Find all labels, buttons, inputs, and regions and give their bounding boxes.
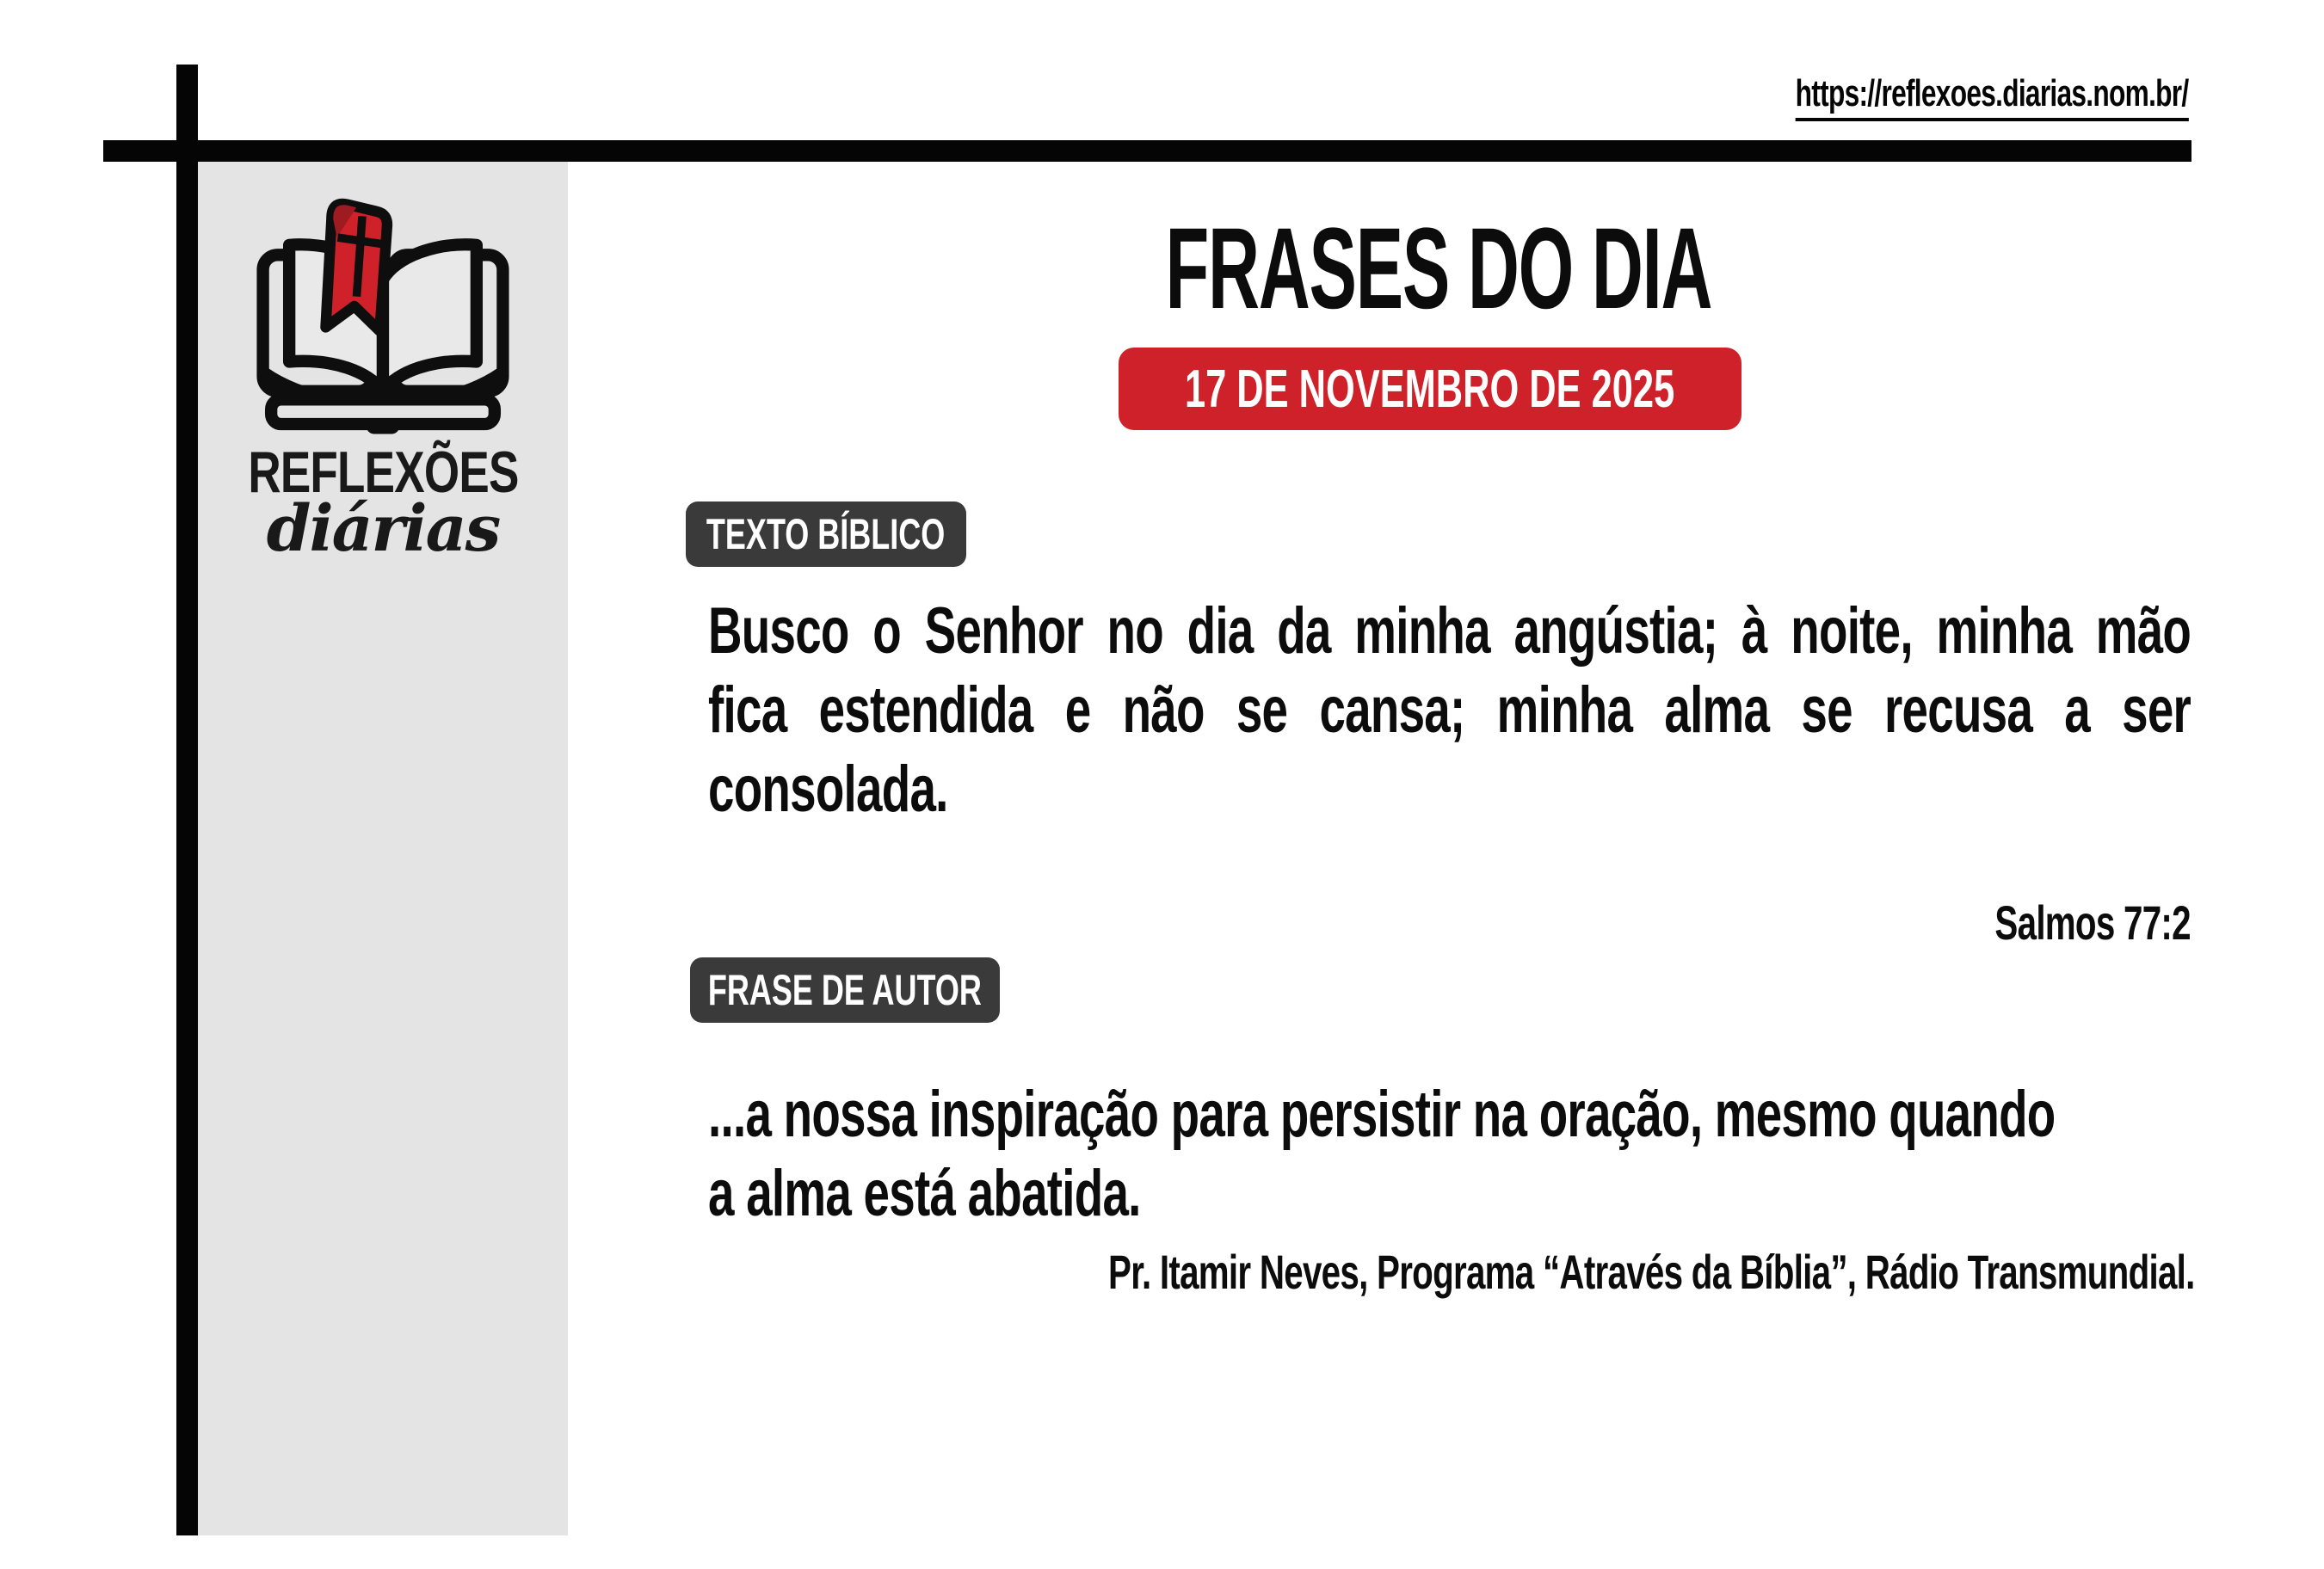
red-bookmark-with-cross (324, 203, 388, 331)
bible-text-line: fica estendida e não se cansa; minha alma se recusa a ser (708, 674, 2191, 747)
bible-reference: Salmos 77:2 (1994, 895, 2191, 950)
site-url-link[interactable]: https://reflexoes.diarias.nom.br/ (1795, 72, 2188, 121)
open-book-with-red-bookmark-icon (241, 188, 525, 442)
author-attribution-row (686, 1244, 2195, 1300)
bible-reference-row (686, 895, 2191, 951)
author-section-badge (690, 957, 1000, 1023)
bible-text-block (708, 592, 2191, 829)
site-url-row (1643, 72, 2189, 121)
page-title-row (686, 203, 2191, 335)
page-title: FRASES DO DIA (1165, 205, 1711, 333)
horizontal-divider-line (103, 140, 2191, 162)
author-section-badge-label: FRASE DE AUTOR (707, 966, 983, 1014)
bible-text-line: Busco o Senhor no dia da minha angústia; à noite, minha mão (708, 594, 2191, 668)
vertical-divider-line (176, 65, 198, 1535)
date-badge-label: 17 DE NOVEMBRO DE 2025 (1185, 359, 1675, 419)
logo-sidebar (198, 162, 568, 1535)
date-badge (1119, 348, 1741, 430)
logo-wordmark-text: REFLEXÕES (247, 440, 519, 505)
bible-section-badge (686, 501, 966, 567)
logo-script-text: diárias (266, 492, 500, 566)
bible-section-badge-label: TEXTO BÍBLICO (706, 510, 946, 558)
author-quote-line: ...a nossa inspiração para persistir na oração, mesmo quando (708, 1078, 2056, 1151)
author-quote-line: a alma está abatida. (708, 1157, 1141, 1230)
main-content (686, 162, 2195, 1535)
bible-text-line: consolada. (708, 753, 948, 826)
author-quote-block (708, 1075, 2191, 1234)
author-attribution: Pr. Itamir Neves, Programa “Através da Bíblia”, Rádio Transmundial. (1108, 1245, 2195, 1299)
